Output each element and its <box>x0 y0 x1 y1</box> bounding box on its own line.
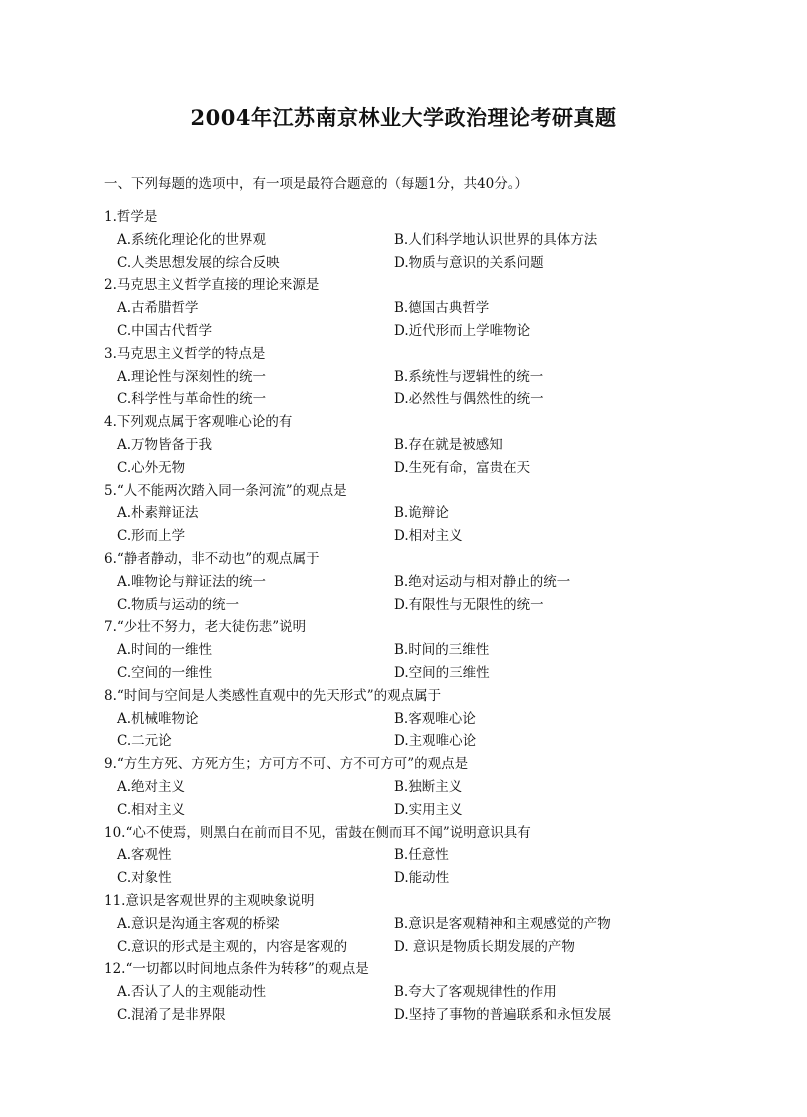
option-b: B.任意性 <box>394 847 449 864</box>
option-c: C.物质与运动的统一 <box>117 596 240 613</box>
option-row <box>104 639 704 662</box>
option-b: B.意识是客观精神和主观感觉的产物 <box>394 915 611 932</box>
option-row <box>104 1004 704 1027</box>
option-row <box>104 708 704 731</box>
option-d: D.实用主义 <box>394 801 463 818</box>
option-row <box>104 936 704 959</box>
option-d: D.相对主义 <box>394 528 463 545</box>
option-b: B.客观唯心论 <box>394 710 476 727</box>
option-d: D.必然性与偶然性的统一 <box>394 391 544 408</box>
option-b: B.人们科学地认识世界的具体方法 <box>394 231 598 248</box>
option-c: C.二元论 <box>117 733 172 750</box>
question-stem: 3.马克思主义哲学的特点是 <box>104 345 266 362</box>
option-c: C.形而上学 <box>117 528 186 545</box>
question-item <box>104 480 704 548</box>
option-d: D. 意识是物质长期发展的产物 <box>394 938 575 955</box>
question-item <box>104 958 704 1026</box>
option-a: A.朴素辩证法 <box>117 505 199 522</box>
option-c: C.混淆了是非界限 <box>117 1006 226 1023</box>
option-d: D.坚持了事物的普遍联系和永恒发展 <box>394 1006 612 1023</box>
option-c: C.意识的形式是主观的，内容是客观的 <box>117 938 348 955</box>
option-row <box>104 502 704 525</box>
option-a: A.古希腊哲学 <box>117 300 199 317</box>
option-a: A.绝对主义 <box>117 778 186 795</box>
question-stem: 6.“静者静动，非不动也”的观点属于 <box>104 550 320 567</box>
option-row <box>104 981 704 1004</box>
question-stem: 9.“方生方死、方死方生；方可方不可、方不可方可”的观点是 <box>104 756 469 773</box>
option-row <box>104 730 704 753</box>
option-a: A.系统化理论化的世界观 <box>117 231 267 248</box>
option-a: A.时间的一维性 <box>117 642 213 659</box>
option-row <box>104 913 704 936</box>
option-row <box>104 594 704 617</box>
option-a: A.理论性与深刻性的统一 <box>117 368 267 385</box>
option-d: D.物质与意识的关系问题 <box>394 254 544 271</box>
option-c: C.心外无物 <box>117 459 186 476</box>
question-stem: 11.意识是客观世界的主观映象说明 <box>104 892 315 909</box>
option-row <box>104 799 704 822</box>
question-item <box>104 685 704 753</box>
option-row <box>104 252 704 275</box>
option-row <box>104 867 704 890</box>
option-row <box>104 525 704 548</box>
option-a: A.意识是沟通主客观的桥梁 <box>117 915 280 932</box>
option-row <box>104 571 704 594</box>
option-b: B.独断主义 <box>394 778 463 795</box>
option-c: C.对象性 <box>117 870 172 887</box>
option-b: B.诡辩论 <box>394 505 449 522</box>
question-item <box>104 616 704 684</box>
question-stem: 2.马克思主义哲学直接的理论来源是 <box>104 277 320 294</box>
option-row <box>104 844 704 867</box>
question-item <box>104 822 704 890</box>
question-item <box>104 753 704 821</box>
option-row <box>104 457 704 480</box>
question-item <box>104 206 704 274</box>
question-stem: 12.“一切都以时间地点条件为转移”的观点是 <box>104 961 369 978</box>
question-stem: 7.“少壮不努力，老大徒伤悲”说明 <box>104 619 307 636</box>
option-row <box>104 434 704 457</box>
option-row <box>104 320 704 343</box>
option-b: B.存在就是被感知 <box>394 436 503 453</box>
question-item <box>104 890 704 958</box>
option-d: D.近代形而上学唯物论 <box>394 322 531 339</box>
option-row <box>104 662 704 685</box>
option-c: C.空间的一维性 <box>117 664 213 681</box>
option-row <box>104 229 704 252</box>
option-b: B.夸大了客观规律性的作用 <box>394 984 557 1001</box>
question-item <box>104 274 704 342</box>
option-a: A.否认了人的主观能动性 <box>117 984 267 1001</box>
option-d: D.生死有命，富贵在天 <box>394 459 531 476</box>
option-a: A.万物皆备于我 <box>117 436 213 453</box>
option-c: C.相对主义 <box>117 801 186 818</box>
question-list <box>104 206 704 1027</box>
question-item <box>104 548 704 616</box>
option-a: A.机械唯物论 <box>117 710 199 727</box>
option-b: B.德国古典哲学 <box>394 300 490 317</box>
option-d: D.主观唯心论 <box>394 733 477 750</box>
option-d: D.有限性与无限性的统一 <box>394 596 544 613</box>
option-b: B.时间的三维性 <box>394 642 490 659</box>
question-stem: 4.下列观点属于客观唯心论的有 <box>104 414 293 431</box>
option-b: B.系统性与逻辑性的统一 <box>394 368 544 385</box>
page-title: 2004年江苏南京林业大学政治理论考研真题 <box>190 105 617 130</box>
question-item <box>104 411 704 479</box>
option-d: D.空间的三维性 <box>394 664 490 681</box>
section-heading: 一、下列每题的选项中，有一项是最符合题意的（每题1分，共40分。） <box>104 176 529 192</box>
option-row <box>104 776 704 799</box>
option-row <box>104 297 704 320</box>
question-stem: 8.“时间与空间是人类感性直观中的先天形式”的观点属于 <box>104 687 442 704</box>
option-b: B.绝对运动与相对静止的统一 <box>394 573 571 590</box>
option-a: A.唯物论与辩证法的统一 <box>117 573 267 590</box>
question-stem: 1.哲学是 <box>104 209 158 225</box>
option-c: C.科学性与革命性的统一 <box>117 391 267 408</box>
question-stem: 10.“心不使焉，则黑白在前而目不见，雷鼓在侧而耳不闻”说明意识具有 <box>104 824 531 841</box>
option-d: D.能动性 <box>394 870 450 887</box>
question-stem: 5.“人不能两次踏入同一条河流”的观点是 <box>104 482 347 499</box>
option-c: C.人类思想发展的综合反映 <box>117 254 280 271</box>
option-row <box>104 366 704 389</box>
option-c: C.中国古代哲学 <box>117 322 213 339</box>
option-a: A.客观性 <box>117 847 172 864</box>
option-row <box>104 388 704 411</box>
question-item <box>104 343 704 411</box>
